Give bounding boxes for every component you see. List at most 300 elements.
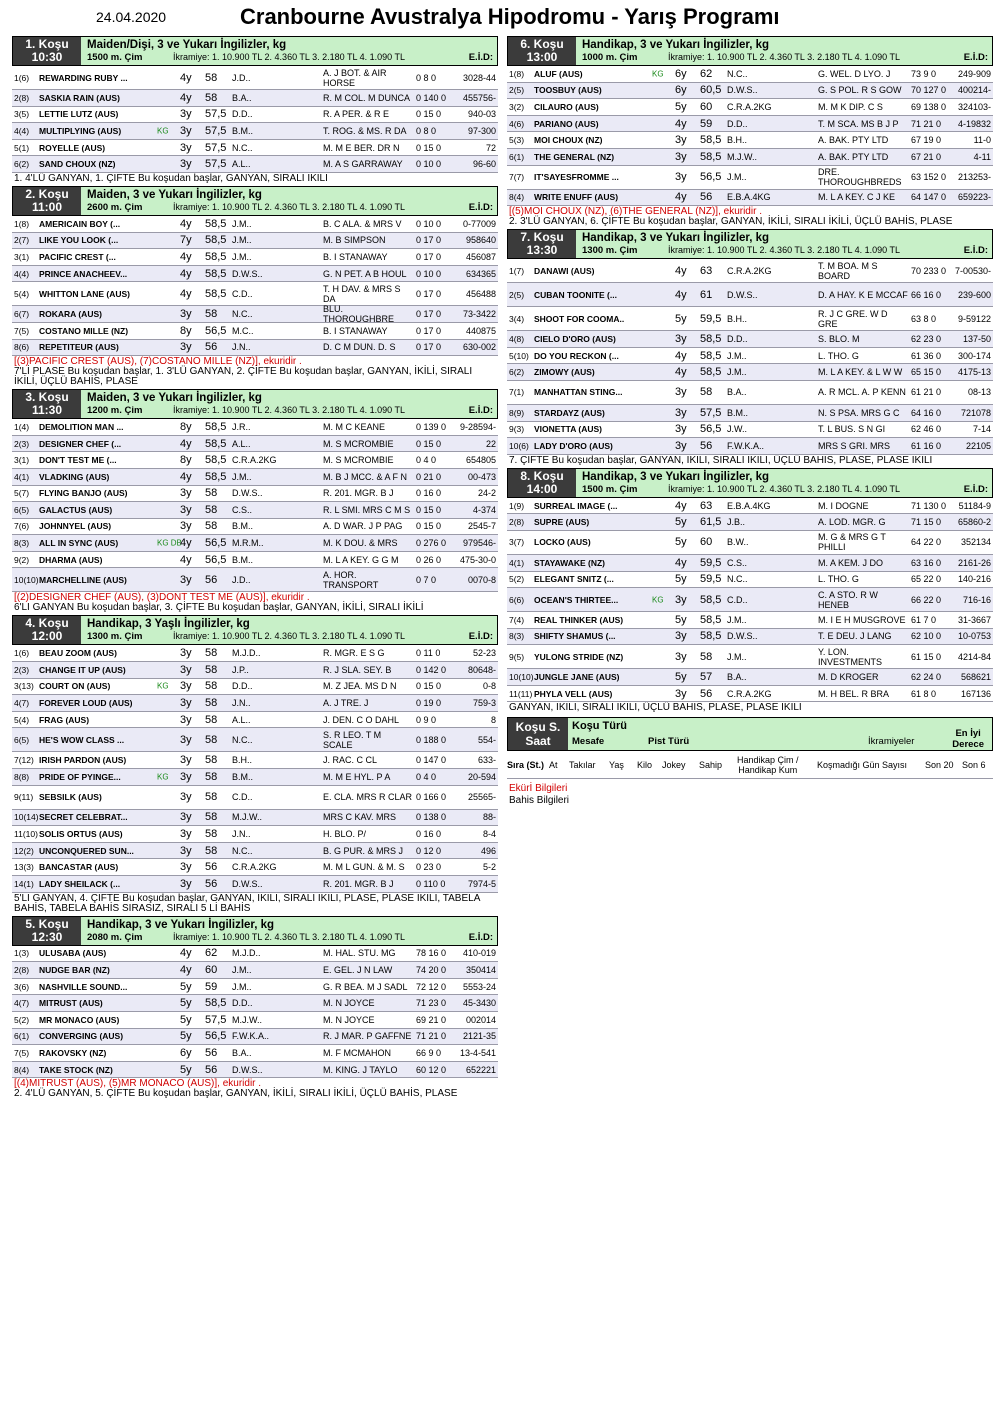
horse-start-no: 1(8) [14, 218, 30, 229]
horse-weight: 60 [700, 536, 713, 549]
horse-row[interactable] [12, 216, 498, 233]
horse-row[interactable] [12, 340, 498, 357]
horse-name[interactable]: SEBSILK (AUS) [39, 792, 102, 803]
horse-name[interactable]: SHOOT FOR COOMA.. [534, 313, 625, 324]
horse-name[interactable]: SUPRE (AUS) [534, 517, 590, 528]
horse-row[interactable] [507, 66, 993, 83]
horse-name[interactable]: DHARMA (AUS) [39, 554, 103, 565]
horse-jockey: B.W.. [727, 537, 749, 548]
horse-name[interactable]: LADY D'ORO (AUS) [534, 440, 613, 451]
horse-start-no: 9(11) [14, 792, 34, 803]
horse-form: 4175-13 [957, 367, 991, 378]
horse-age: 3y [180, 158, 192, 171]
horse-name[interactable]: MOI CHOUX (NZ) [534, 135, 603, 146]
horse-start-no: 11(11) [509, 688, 533, 699]
horse-start-no: 1(7) [509, 265, 525, 276]
race-eid: E.İ.D: [468, 405, 493, 417]
horse-row[interactable] [507, 364, 993, 381]
horse-owner: D. A HAY. K E MCCAF [818, 289, 908, 300]
horse-name[interactable]: SHIFTY SHAMUS (... [534, 631, 616, 642]
horse-jockey: N.C.. [727, 574, 748, 585]
horse-row[interactable] [12, 826, 498, 843]
horse-stats: 63 152 0 [911, 172, 947, 183]
race-type: Handikap, 3 ve Yukarı İngilizler, kg [582, 232, 770, 245]
horse-form: 958640 [465, 235, 496, 246]
horse-row[interactable] [12, 535, 498, 552]
horse-name[interactable]: TAKE STOCK (NZ) [39, 1064, 113, 1075]
horse-start-no: 4(4) [14, 268, 30, 279]
horse-row[interactable] [12, 323, 498, 340]
horse-form: 22105 [965, 440, 991, 451]
horse-stats: 0 15 0 [416, 504, 442, 515]
horse-row[interactable] [12, 728, 498, 752]
horse-stats: 0 16 0 [416, 488, 442, 499]
race-distance: 1200 m. Çim [87, 405, 143, 417]
horse-age: 3y [180, 770, 192, 783]
horse-name[interactable]: UNCONQUERED SUN... [39, 845, 134, 856]
horse-stats: 63 8 0 [911, 313, 937, 324]
race-time: 12:00 [31, 629, 63, 644]
horse-jockey: J.D.. [232, 72, 251, 83]
horse-name[interactable]: CONVERGING (AUS) [39, 1031, 124, 1042]
horse-name[interactable]: CIELO D'ORO (AUS) [534, 333, 616, 344]
horse-name[interactable]: MARCHELLINE (AUS) [39, 574, 127, 585]
horse-jockey: B.M.. [232, 125, 254, 136]
horse-jockey: J.W.. [727, 424, 747, 435]
horse-age: 3y [675, 171, 687, 184]
horse-jockey: J.N.. [232, 829, 251, 840]
horse-start-no: 5(2) [509, 574, 525, 585]
right-column [507, 36, 993, 806]
horse-name[interactable]: PRINCE ANACHEEV... [39, 268, 128, 279]
horse-name[interactable]: NUDGE BAR (NZ) [39, 964, 110, 975]
horse-row[interactable] [12, 876, 498, 893]
horse-owner: M. D KROGER [818, 672, 879, 683]
horse-form: 51184-9 [958, 500, 991, 511]
horse-weight: 58,5 [205, 997, 227, 1010]
horse-weight: 58 [205, 828, 218, 841]
horse-weight: 57,5 [205, 124, 227, 137]
horse-row[interactable] [12, 486, 498, 503]
horse-row[interactable] [12, 946, 498, 963]
horse-name[interactable]: SASKIA RAIN (AUS) [39, 92, 120, 103]
horse-row[interactable] [507, 645, 993, 669]
horse-form: 08-13 [967, 387, 991, 398]
horse-row[interactable] [12, 695, 498, 712]
horse-stats: 66 22 0 [911, 594, 942, 605]
race-info [81, 616, 497, 644]
horse-row[interactable] [507, 588, 993, 612]
horse-stats: 65 15 0 [911, 367, 942, 378]
horse-owner: M. L A KEY. & L W W [818, 367, 903, 378]
horse-name[interactable]: PACIFIC CREST (... [39, 251, 116, 262]
horse-owner: DRE. THOROUGHBREDS [818, 167, 902, 188]
horse-stats: 0 10 0 [416, 268, 442, 279]
horse-owner: R. MGR. E S G [323, 648, 385, 659]
horse-name[interactable]: JOHNNYEL (AUS) [39, 521, 112, 532]
horse-row[interactable] [12, 769, 498, 786]
horse-row[interactable] [507, 99, 993, 116]
horse-form: 352134 [960, 537, 991, 548]
horse-stats: 64 16 0 [911, 407, 942, 418]
horse-row[interactable] [12, 140, 498, 157]
horse-row[interactable] [12, 123, 498, 140]
horse-name[interactable]: SECRET CELEBRAT... [39, 812, 128, 823]
horse-name[interactable]: ROYELLE (AUS) [39, 142, 106, 153]
horse-row[interactable] [507, 116, 993, 133]
horse-row[interactable] [12, 419, 498, 436]
horse-stats: 0 17 0 [416, 342, 442, 353]
horse-stats: 0 26 0 [416, 554, 442, 565]
horse-name[interactable]: ROKARA (AUS) [39, 309, 102, 320]
horse-name[interactable]: HE'S WOW CLASS ... [39, 734, 125, 745]
horse-row[interactable] [507, 629, 993, 646]
horse-name[interactable]: VLADKING (AUS) [39, 471, 110, 482]
horse-name[interactable]: MITRUST (AUS) [39, 998, 103, 1009]
horse-row[interactable] [507, 259, 993, 283]
horse-name[interactable]: SAND CHOUX (NZ) [39, 159, 116, 170]
horse-form: 496 [480, 845, 496, 856]
horse-jockey: D.D.. [727, 333, 748, 344]
horse-stats: 69 138 0 [911, 101, 947, 112]
horse-start-no: 8(6) [14, 342, 30, 353]
bet-note: 1. 4'LÜ GANYAN, 1. ÇİFTE Bu koşudan başlar, GANYAN, SIRALI İKİLİ [14, 172, 328, 184]
horse-name[interactable]: RAKOVSKY (NZ) [39, 1047, 107, 1058]
horse-age: 3y [180, 680, 192, 693]
horse-name[interactable]: LOCKO (AUS) [534, 537, 591, 548]
race-time: 12:30 [31, 929, 63, 944]
legend-kosmadigi: Koşmadığı Gün Sayısı [817, 759, 908, 770]
horse-row[interactable] [12, 233, 498, 250]
race-time: 14:00 [526, 481, 558, 496]
horse-start-no: 5(1) [14, 142, 30, 153]
horse-row[interactable] [507, 438, 993, 455]
horse-stats: 71 23 0 [416, 998, 447, 1009]
horse-name[interactable]: ALUF (AUS) [534, 68, 583, 79]
horse-owner: M. A KEM. J DO [818, 557, 884, 568]
horse-row[interactable] [507, 514, 993, 531]
horse-row[interactable] [12, 552, 498, 569]
race-time: 10:30 [31, 50, 63, 64]
race-eid: E.İ.D: [963, 52, 988, 63]
horse-row[interactable] [507, 669, 993, 686]
left-column [12, 36, 498, 1101]
horse-row[interactable] [12, 1045, 498, 1062]
horse-row[interactable] [12, 752, 498, 769]
horse-row[interactable] [507, 83, 993, 100]
horse-row[interactable] [507, 422, 993, 439]
horse-stats: 0 8 0 [416, 125, 437, 136]
horse-age: 4y [675, 556, 687, 569]
horse-owner: B. G PUR. & MRS J [323, 845, 404, 856]
horse-row[interactable] [12, 859, 498, 876]
horse-name[interactable]: REWARDING RUBY ... [39, 72, 128, 83]
horse-form: 72 [485, 142, 496, 153]
horse-row[interactable] [12, 1012, 498, 1029]
horse-weight: 58,5 [205, 234, 227, 247]
horse-start-no: 1(8) [509, 68, 525, 79]
horse-row[interactable] [12, 90, 498, 107]
horse-name[interactable]: DANAWI (AUS) [534, 265, 595, 276]
horse-owner: M. M L GUN. & M. S [323, 862, 405, 873]
race-notes [12, 893, 498, 916]
horse-form: 002014 [465, 1014, 496, 1025]
horse-name[interactable]: NASHVILLE SOUND... [39, 981, 128, 992]
horse-start-no: 12(2) [14, 845, 34, 856]
horse-name[interactable]: DON'T TEST ME (... [39, 455, 117, 466]
horse-row[interactable] [12, 962, 498, 979]
horse-row[interactable] [12, 249, 498, 266]
horse-name[interactable]: DESIGNER CHEF (... [39, 438, 122, 449]
horse-row[interactable] [507, 381, 993, 405]
horse-row[interactable] [507, 572, 993, 589]
horse-name[interactable]: REPETITEUR (AUS) [39, 342, 119, 353]
horse-name[interactable]: TOOSBUY (AUS) [534, 85, 602, 96]
horse-jockey: A.L.. [232, 159, 251, 170]
horse-name[interactable]: DEMOLITION MAN ... [39, 421, 124, 432]
horse-start-no: 5(10) [509, 350, 529, 361]
horse-equipment: KG [652, 69, 664, 79]
horse-row[interactable] [12, 306, 498, 323]
legend-yas: Yaş [609, 759, 624, 770]
horse-form: 22 [485, 438, 496, 449]
horse-name[interactable]: MULTIPLYING (AUS) [39, 125, 122, 136]
horse-owner: A. LOD. MGR. G [818, 517, 886, 528]
horse-age: 3y [675, 406, 687, 419]
horse-age: 3y [675, 630, 687, 643]
horse-row[interactable] [12, 810, 498, 827]
horse-name[interactable]: LADY SHEILACK (... [39, 878, 121, 889]
horse-name[interactable]: FRAG (AUS) [39, 714, 90, 725]
horse-name[interactable]: CILAURO (AUS) [534, 101, 599, 112]
horse-row[interactable] [507, 555, 993, 572]
horse-start-no: 6(1) [509, 151, 525, 162]
horse-row[interactable] [507, 498, 993, 515]
horse-form: 456087 [465, 251, 496, 262]
horse-start-no: 5(4) [14, 288, 30, 299]
race-number: 7. Koşu [520, 230, 564, 245]
horse-age: 8y [180, 454, 192, 467]
horse-row[interactable] [507, 531, 993, 555]
horse-name[interactable]: IT'SAYESFROMME ... [534, 172, 619, 183]
horse-name[interactable]: IRISH PARDON (AUS) [39, 755, 127, 766]
horse-owner: A. J BOT. & AIR HORSE [323, 67, 387, 88]
horse-row[interactable] [12, 843, 498, 860]
horse-name[interactable]: ALL IN SYNC (AUS) [39, 538, 119, 549]
horse-owner: M. G & MRS G T PHILLI [818, 532, 886, 553]
horse-name[interactable]: STARDAYZ (AUS) [534, 407, 605, 418]
horse-weight: 58 [205, 811, 218, 824]
horse-owner: M. H BEL. R BRA [818, 688, 890, 699]
horse-owner: BLU. THOROUGHBRE [323, 304, 395, 325]
horse-row[interactable] [12, 786, 498, 810]
horse-name[interactable]: REAL THINKER (AUS) [534, 614, 624, 625]
horse-owner: G. S POL. R S GOW [818, 85, 902, 96]
horse-name[interactable]: BANCASTAR (AUS) [39, 862, 119, 873]
horse-stats: 61 8 0 [911, 688, 937, 699]
horse-weight: 56,5 [205, 1030, 227, 1043]
horse-age: 3y [180, 647, 192, 660]
horse-age: 5y [675, 573, 687, 586]
horse-name[interactable]: SURREAL IMAGE (... [534, 500, 618, 511]
horse-stats: 61 7 0 [911, 614, 937, 625]
horse-owner: R. J MAR. P GAFFNE [323, 1031, 412, 1042]
horse-equipment: KG [157, 681, 169, 691]
horse-row[interactable] [12, 469, 498, 486]
horse-row[interactable] [12, 712, 498, 729]
horse-row[interactable] [12, 1062, 498, 1079]
horse-form: 96-60 [472, 159, 496, 170]
horse-row[interactable] [507, 405, 993, 422]
horse-start-no: 1(6) [14, 72, 30, 83]
horse-name[interactable]: AMERICAIN BOY (... [39, 218, 121, 229]
horse-jockey: B.H.. [727, 313, 748, 324]
horse-row[interactable] [12, 979, 498, 996]
horse-name[interactable]: ZIMOWY (AUS) [534, 367, 595, 378]
horse-name[interactable]: ULUSABA (AUS) [39, 948, 107, 959]
horse-row[interactable] [12, 502, 498, 519]
horse-stats: 0 139 0 [416, 421, 447, 432]
horse-row[interactable] [507, 331, 993, 348]
horse-name[interactable]: CHANGE IT UP (AUS) [39, 664, 126, 675]
horse-name[interactable]: CUBAN TOONITE (... [534, 289, 617, 300]
horse-start-no: 2(5) [509, 289, 525, 300]
bet-note: 5'Lİ GANYAN, 4. ÇİFTE Bu koşudan başlar, GANYAN, İKİLİ, SIRALI İKİLİ, PLASE, PLASE İKİLİ, TABELA BAHİS, TABELA BAHİS SIRASIZ, SIRALI 5 Lİ BAHİS [14, 892, 480, 914]
horse-name[interactable]: GALACTUS (AUS) [39, 504, 113, 515]
horse-jockey: C.R.A.2KG [232, 862, 277, 873]
race-number-box [13, 616, 81, 644]
horse-jockey: J.B.. [727, 517, 746, 528]
horse-jockey: D.W.S.. [232, 1064, 263, 1075]
horse-row[interactable] [507, 348, 993, 365]
horse-list [12, 216, 498, 356]
horse-name[interactable]: DO YOU RECKON (... [534, 350, 619, 361]
horse-name[interactable]: LETTIE LUTZ (AUS) [39, 109, 119, 120]
horse-weight: 58 [700, 386, 713, 399]
horse-row[interactable] [12, 1029, 498, 1046]
horse-row[interactable] [12, 266, 498, 283]
horse-jockey: D.W.S.. [232, 878, 263, 889]
horse-row[interactable] [507, 166, 993, 190]
horse-name[interactable]: THE GENERAL (NZ) [534, 151, 615, 162]
bet-note: 7'Lİ PLASE Bu koşudan başlar, 1. 3'LÜ GANYAN, 2. ÇİFTE Bu koşudan başlar, GANYAN, İKİLİ, SIRALI İKİLİ, ÜÇLÜ BAHİS, PLASE [14, 366, 473, 388]
horse-stats: 0 276 0 [416, 538, 447, 549]
horse-name[interactable]: PHYLA VELL (AUS) [534, 688, 613, 699]
horse-stats: 0 9 0 [416, 714, 437, 725]
horse-row[interactable] [507, 132, 993, 149]
horse-name[interactable]: OCEAN'S THIRTEE... [534, 594, 619, 605]
horse-row[interactable] [12, 282, 498, 306]
horse-start-no: 10(10) [509, 672, 534, 683]
horse-jockey: C.S.. [727, 557, 748, 568]
horse-name[interactable]: MANHATTAN STING... [534, 387, 623, 398]
horse-weight: 59,5 [700, 573, 722, 586]
horse-weight: 58,5 [700, 150, 722, 163]
horse-name[interactable]: WHITTON LANE (AUS) [39, 288, 130, 299]
horse-row[interactable] [12, 156, 498, 173]
horse-form: 20-594 [467, 771, 496, 782]
horse-start-no: 4(7) [14, 698, 30, 709]
horse-row[interactable] [507, 612, 993, 629]
race-header [507, 36, 993, 66]
horse-row[interactable] [12, 519, 498, 536]
horse-weight: 56 [700, 439, 713, 452]
horse-name[interactable]: JUNGLE JANE (AUS) [534, 672, 620, 683]
horse-row[interactable] [507, 686, 993, 703]
horse-owner: R. J C GRE. W D GRE [818, 308, 888, 329]
race-number-box [13, 187, 81, 215]
race-number: 4. Koşu [25, 616, 69, 631]
horse-row[interactable] [507, 283, 993, 307]
horse-weight: 58 [205, 647, 218, 660]
horse-name[interactable]: COURT ON (AUS) [39, 681, 111, 692]
horse-start-no: 2(5) [509, 85, 525, 96]
horse-owner: A. BAK. PTY LTD [818, 151, 889, 162]
legend-kosu-turu: Koşu Türü [572, 720, 627, 733]
horse-name[interactable]: PRIDE OF PYINGE... [39, 771, 121, 782]
horse-name[interactable]: SOLIS ORTUS (AUS) [39, 829, 123, 840]
horse-stats: 64 147 0 [911, 192, 947, 203]
horse-row[interactable] [12, 436, 498, 453]
horse-row[interactable] [12, 662, 498, 679]
legend-ekuri: Ekürİ Bilgileri [509, 783, 568, 795]
race-prize: İkramiye: 1. 10.900 TL 2. 4.360 TL 3. 2.180 TL 4. 1.090 TL [173, 405, 405, 416]
horse-stats: 0 21 0 [416, 471, 442, 482]
bet-note: 2. 3'LÜ GANYAN, 6. ÇİFTE Bu koşudan başlar, GANYAN, İKİLİ, SIRALI İKİLİ, ÜÇLÜ BAHİS, PLASE [509, 216, 953, 228]
horse-weight: 58 [205, 91, 218, 104]
horse-weight: 59 [700, 117, 713, 130]
horse-weight: 58,5 [205, 287, 227, 300]
horse-age: 4y [675, 349, 687, 362]
horse-jockey: C.D.. [232, 792, 253, 803]
horse-row[interactable] [12, 995, 498, 1012]
horse-name[interactable]: MR MONACO (AUS) [39, 1014, 120, 1025]
horse-jockey: M.R.M.. [232, 538, 264, 549]
horse-start-no: 7(12) [14, 755, 34, 766]
horse-name[interactable]: STAYAWAKE (NZ) [534, 557, 606, 568]
horse-name[interactable]: PARIANO (AUS) [534, 118, 599, 129]
horse-name[interactable]: BEAU ZOOM (AUS) [39, 648, 117, 659]
horse-start-no: 7(1) [509, 387, 525, 398]
horse-row[interactable] [12, 452, 498, 469]
horse-row[interactable] [12, 107, 498, 124]
horse-name[interactable]: COSTANO MILLE (NZ) [39, 325, 129, 336]
horse-weight: 63 [700, 499, 713, 512]
horse-name[interactable]: FLYING BANJO (AUS) [39, 488, 128, 499]
horse-name[interactable]: LIKE YOU LOOK (... [39, 235, 119, 246]
horse-name[interactable]: FOREVER LOUD (AUS) [39, 698, 133, 709]
horse-row[interactable] [507, 149, 993, 166]
race-eid: E.İ.D: [468, 201, 493, 213]
program-date: 24.04.2020 [96, 9, 167, 25]
horse-row[interactable] [507, 307, 993, 331]
horse-row[interactable] [12, 645, 498, 662]
horse-start-no: 5(7) [14, 488, 30, 499]
horse-name[interactable]: WRITE ENUFF (AUS) [534, 192, 619, 203]
horse-stats: 0 188 0 [416, 734, 447, 745]
horse-form: 7-00530- [954, 265, 991, 276]
horse-name[interactable]: YULONG STRIDE (NZ) [534, 651, 624, 662]
horse-name[interactable]: ELEGANT SNITZ (... [534, 574, 614, 585]
horse-row[interactable] [507, 190, 993, 207]
horse-row[interactable] [12, 679, 498, 696]
horse-row[interactable] [12, 568, 498, 592]
horse-row[interactable] [12, 66, 498, 90]
horse-name[interactable]: VIONETTA (AUS) [534, 424, 602, 435]
horse-start-no: 10(14) [14, 812, 39, 823]
horse-stats: 0 17 0 [416, 288, 442, 299]
horse-equipment: KG DB [157, 538, 182, 548]
